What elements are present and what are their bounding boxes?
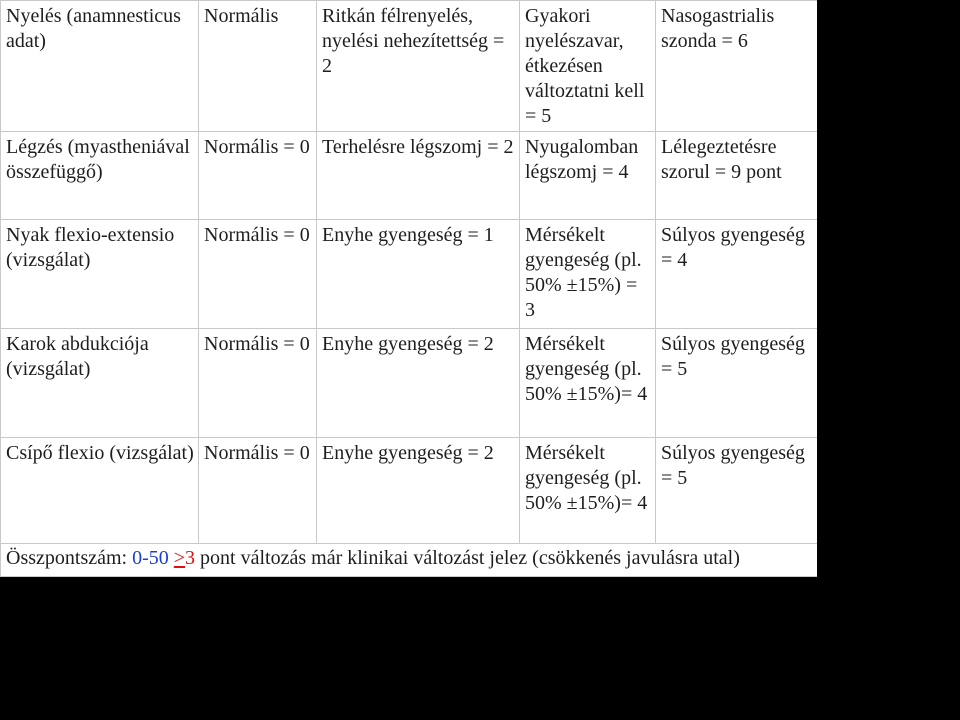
score-cell: Mérsékelt gyengeség (pl. 50% ±15%) = 3 [520,220,656,329]
total-score-note [1,544,818,577]
row-label: Nyak flexio-extensio (vizsgálat) [1,220,199,329]
threshold-value: 3 [185,547,196,569]
score-cell: Normális = 0 [199,329,317,438]
score-cell: Normális = 0 [199,220,317,329]
score-cell: Ritkán félrenyelés, nyelési nehezítettség = 2 [317,1,520,132]
row-label: Nyelés (anamnesticus adat) [1,1,199,132]
score-cell: Normális = 0 [199,132,317,220]
total-suffix: pont változás már klinikai változást jelez (csökkenés javulásra utal) [195,547,740,569]
table-row [1,132,818,220]
total-row [1,544,818,577]
row-label: Karok abdukciója (vizsgálat) [1,329,199,438]
score-cell: Mérsékelt gyengeség (pl. 50% ±15%)= 4 [520,329,656,438]
row-label: Csípő flexio (vizsgálat) [1,438,199,544]
table-row [1,329,818,438]
score-cell: Nyugalomban légszomj = 4 [520,132,656,220]
score-cell: Súlyos gyengeség = 4 [656,220,818,329]
total-prefix: Összpontszám: [6,547,133,569]
score-cell: Enyhe gyengeség = 1 [317,220,520,329]
table-row [1,220,818,329]
score-cell: Normális = 0 [199,438,317,544]
score-cell: Gyakori nyelészavar, étkezésen változtatni kell = 5 [520,1,656,132]
score-cell: Súlyos gyengeség = 5 [656,329,818,438]
score-cell: Enyhe gyengeség = 2 [317,438,520,544]
threshold-symbol: > [173,547,186,569]
table-row [1,1,818,132]
background-bottom [0,577,960,720]
score-cell: Lélegeztetésre szorul = 9 pont [656,132,818,220]
score-cell: Nasogastrialis szonda = 6 [656,1,818,132]
score-cell: Enyhe gyengeség = 2 [317,329,520,438]
table-row [1,438,818,544]
score-cell: Terhelésre légszomj = 2 [317,132,520,220]
row-label: Légzés (myastheniával összefüggő) [1,132,199,220]
score-range: 0-50 [132,547,169,569]
score-cell: Normális [199,1,317,132]
score-cell: Súlyos gyengeség = 5 [656,438,818,544]
score-cell: Mérsékelt gyengeség (pl. 50% ±15%)= 4 [520,438,656,544]
